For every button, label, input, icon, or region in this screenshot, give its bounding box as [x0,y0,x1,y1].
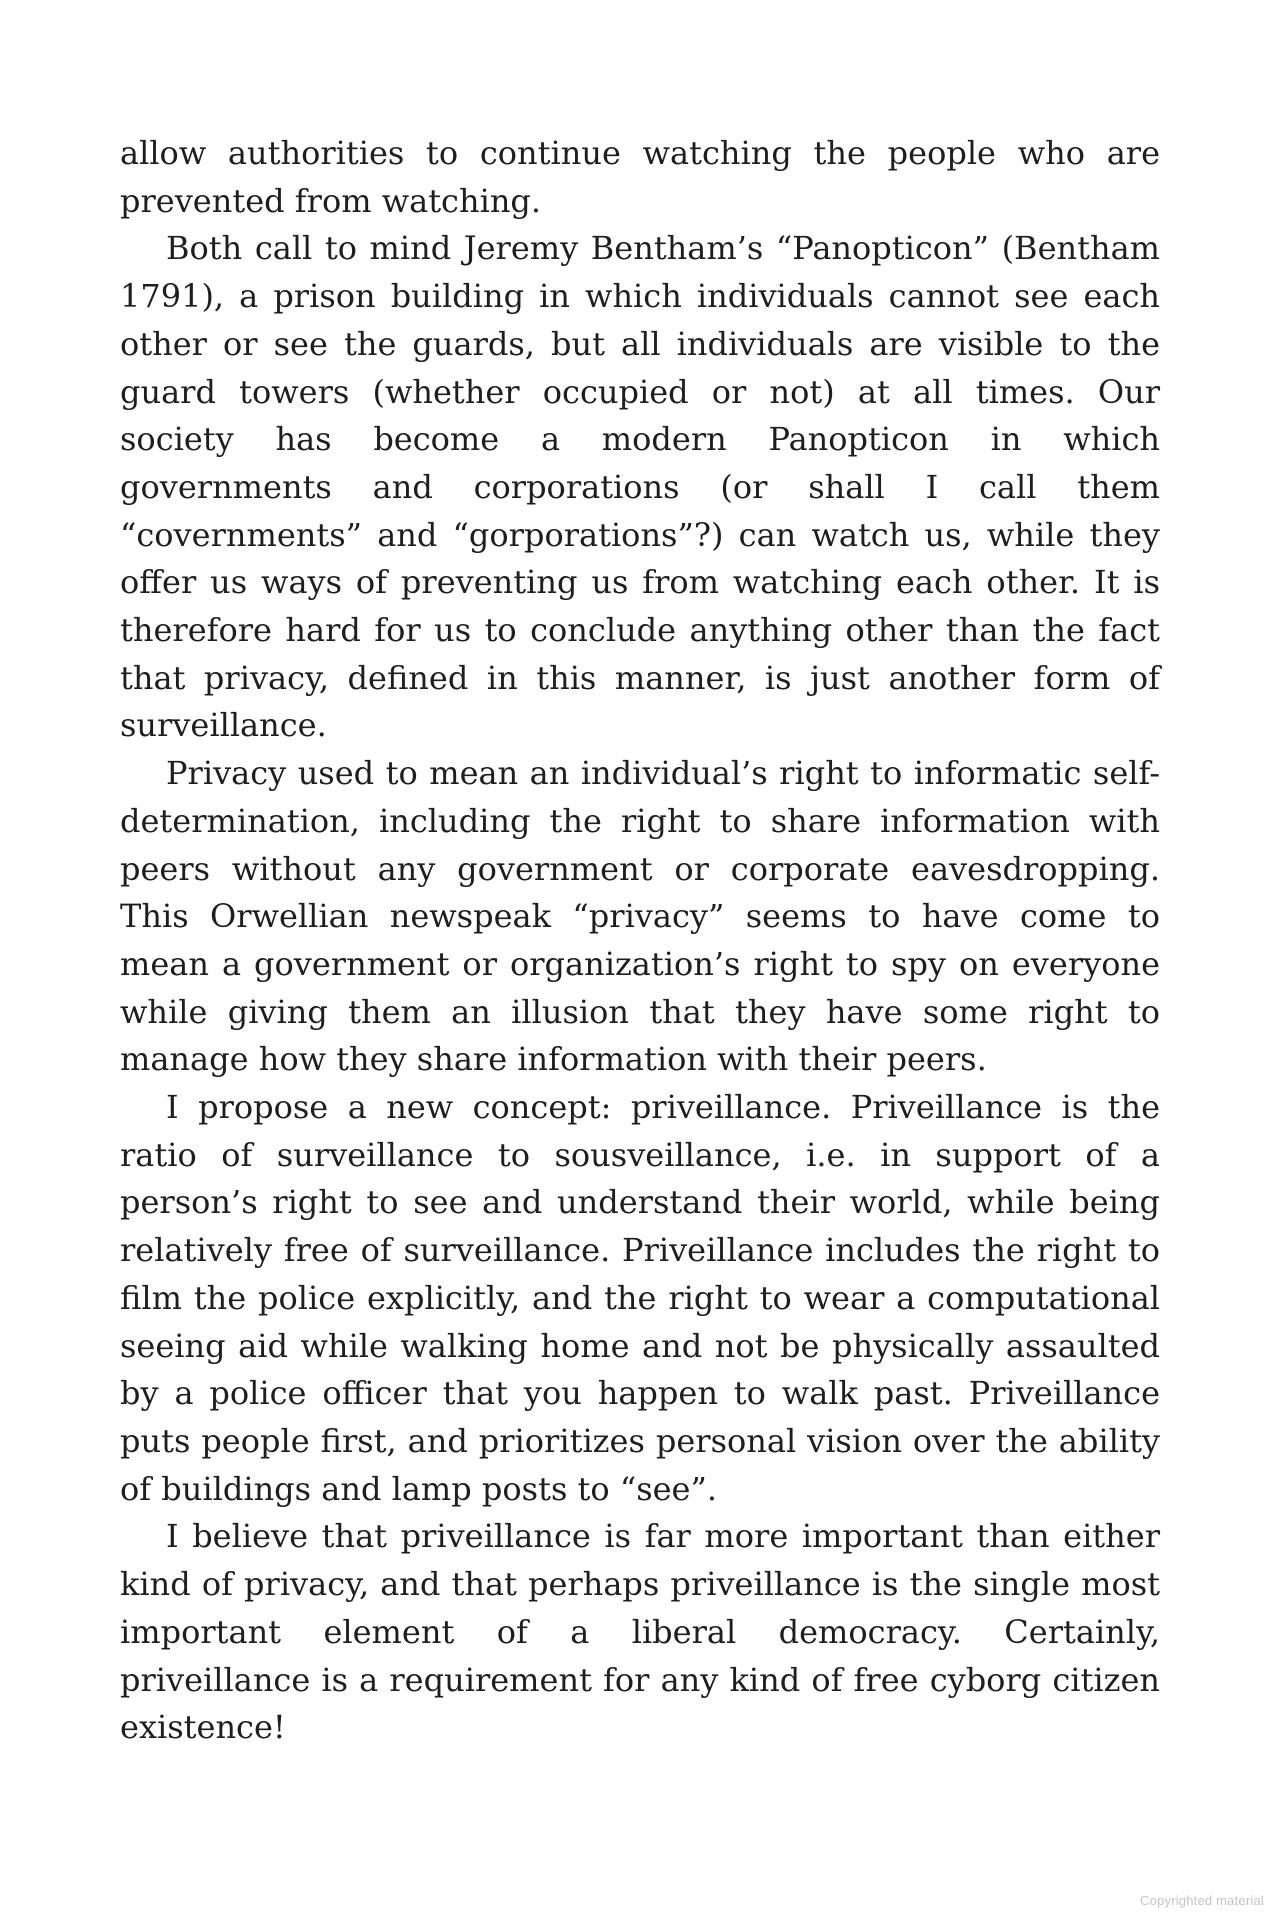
paragraph-priveillance-concept: I propose a new concept: priveillance. Priveillance is the ratio of surveillance to sousveillance, i.e. in support of a person’s right to see and understand their world, while being relatively free of surveillance. Priveillance includes the right to film the police explicitly, and the right to wear a computational seeing aid while walking home and not be physically assaulted by a police officer that you happen to walk past. Priveillance puts people first, and prioritizes personal vision over the ability of buildings and lamp posts to “see”. [120,1088,1160,1508]
paragraph-privacy-definition: Privacy used to mean an individual’s right to informatic self-determination, including the right to share information with peers without any government or corporate eavesdropping. This Orwellian newspeak “privacy” seems to have come to mean a government or organization’s right to spy on everyone while giving them an illusion that they have some right to manage how they share information with their peers. [120,754,1160,1079]
copyright-watermark: Copyrighted material [1140,1893,1264,1908]
paragraph-continuation: allow authorities to continue watching the people who are prevented from watching. [120,134,1160,220]
body-text [120,130,1160,1752]
paragraph-priveillance-importance: I believe that priveillance is far more important than either kind of privacy, and that perhaps priveillance is the single most important element of a liberal democracy. Certainly, priveillance is a requirement for any kind of free cyborg citizen existence! [120,1517,1160,1747]
paragraph-panopticon: Both call to mind Jeremy Bentham’s “Panopticon” (Bentham 1791), a prison building in which individuals cannot see each other or see the guards, but all individuals are visible to the guard towers (whether occupied or not) at all times. Our society has become a modern Panopticon in which governments and corporations (or shall I call them “covernments” and “gorporations”?) can watch us, while they offer us ways of preventing us from watching each other. It is therefore hard for us to conclude anything other than the fact that privacy, defined in this manner, is just another form of surveillance. [120,229,1160,745]
